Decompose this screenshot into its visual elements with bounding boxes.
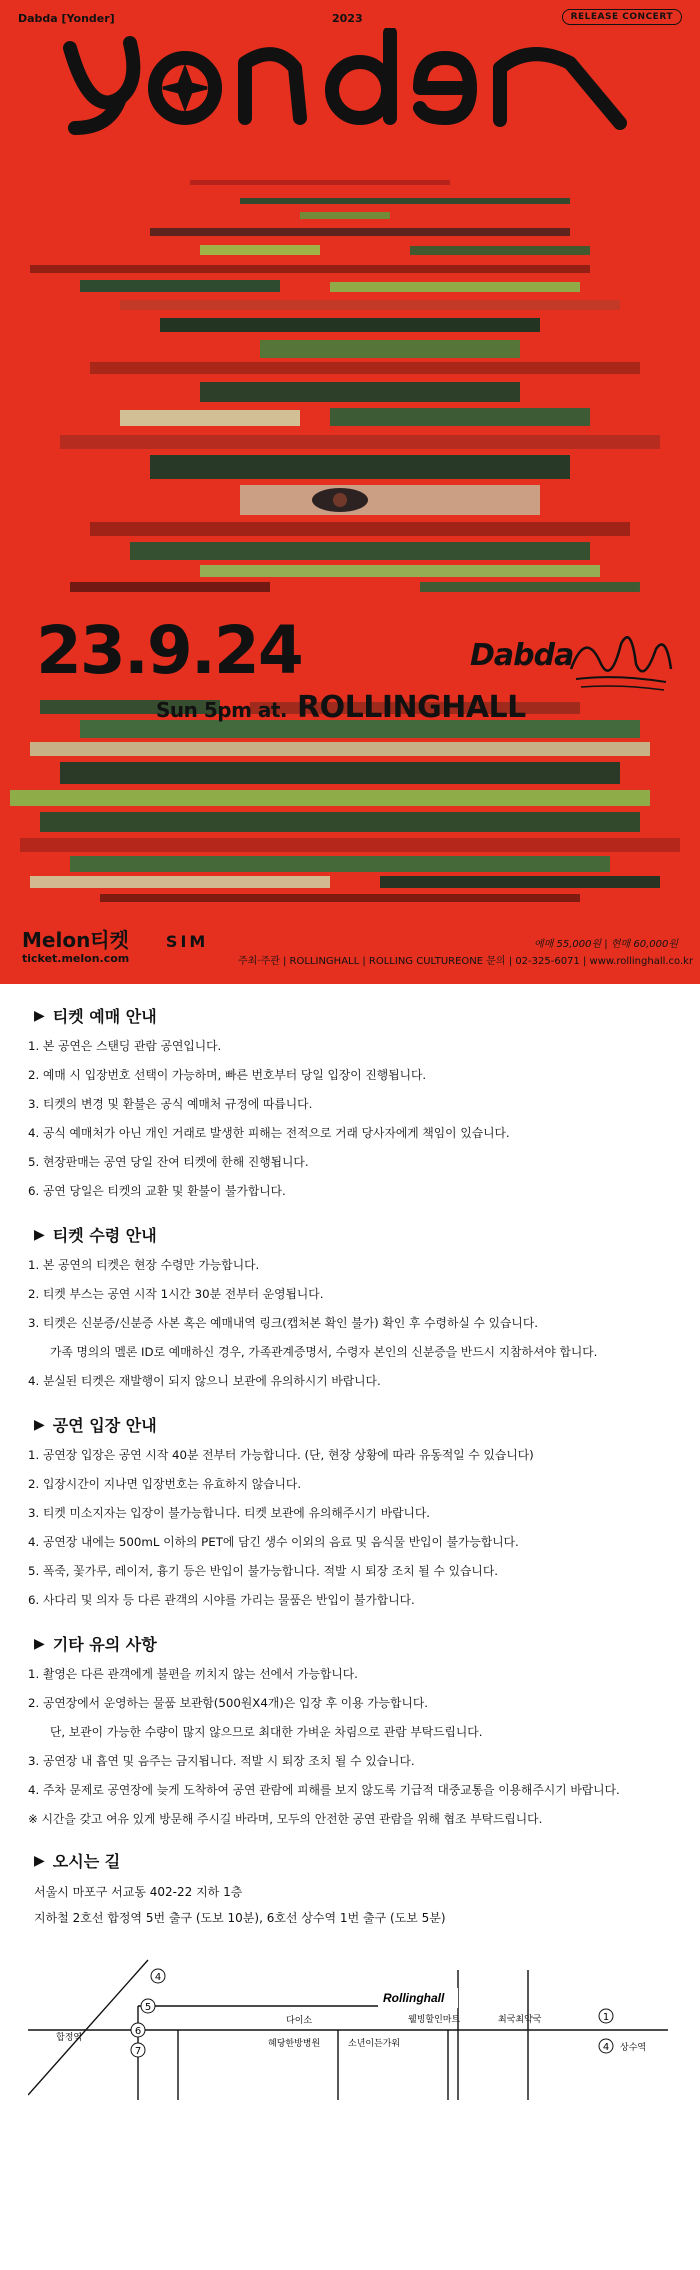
list-item: 3. 티켓의 변경 및 환불은 공식 예매처 규정에 따릅니다. bbox=[28, 1097, 313, 1111]
poster-year: 2023 bbox=[332, 12, 363, 25]
map-venue-label: Rollinghall bbox=[383, 1991, 445, 2005]
section-title-text: 티켓 예매 안내 bbox=[52, 1007, 157, 1026]
list-item: 4. 분실된 티켓은 재발행이 되지 않으니 보관에 유의하시기 바랍니다. bbox=[28, 1374, 381, 1388]
sonyeon-label: 소년이든가워 bbox=[348, 2039, 401, 2049]
yonder-logo bbox=[60, 28, 640, 138]
venue-name: ROLLINGHALL bbox=[297, 690, 526, 725]
artist-signature bbox=[566, 624, 676, 694]
list-item: 3. 티켓 미소지자는 입장이 불가능합니다. 티켓 보관에 유의해주시기 바랍니다. bbox=[28, 1506, 431, 1520]
exit-4-label: 4 bbox=[154, 1972, 162, 1983]
section-title bbox=[34, 1004, 700, 1027]
triangle-icon: ▶ bbox=[34, 1635, 45, 1652]
list-item-text: 3. 티켓은 신분증/신분증 사본 혹은 예매내역 링크(캡처본 확인 불가) 확인 후 수령하실 수 있습니다. bbox=[28, 1316, 538, 1330]
section-title-text: 오시는 길 bbox=[52, 1852, 121, 1871]
sponsors bbox=[22, 924, 208, 953]
general-note: ※ 시간을 갖고 여유 있게 방문해 주시길 바라며, 모두의 안전한 공연 관람을 위해 협조 부탁드립니다. bbox=[28, 1812, 543, 1826]
section-other-notes bbox=[28, 1632, 700, 1827]
section-title bbox=[34, 1413, 700, 1436]
show-time-venue bbox=[156, 690, 526, 725]
section-title-text: 기타 유의 사항 bbox=[52, 1635, 157, 1654]
section-ticket-purchase bbox=[28, 1004, 700, 1201]
sangsu-station-label: 상수역 bbox=[620, 2043, 647, 2053]
section-title bbox=[34, 1849, 700, 1872]
sim-logo: SIM bbox=[165, 932, 209, 951]
list-item: 5. 폭죽, 꽃가루, 레이저, 흉기 등은 반입이 불가능합니다. 적발 시 퇴장 조치 될 수 있습니다. bbox=[28, 1564, 498, 1578]
list-item: 2. 티켓 부스는 공연 시작 1시간 30분 전부터 운영됩니다. bbox=[28, 1287, 324, 1301]
triangle-icon: ▶ bbox=[34, 1416, 45, 1433]
section-ticket-pickup bbox=[28, 1223, 700, 1391]
list-item-text: 2. 공연장에서 운영하는 물품 보관함(500원X4개)은 입장 후 이용 가능합니다. bbox=[28, 1696, 429, 1710]
section-title-text: 공연 입장 안내 bbox=[52, 1416, 157, 1435]
venue-address: 서울시 마포구 서교동 402-22 지하 1층 bbox=[34, 1885, 243, 1899]
concert-poster bbox=[0, 0, 700, 984]
list-item: 1. 공연장 입장은 공연 시작 40분 전부터 가능합니다. (단, 현장 상황에 따라 유동적일 수 있습니다) bbox=[28, 1448, 534, 1462]
list-item: 4. 공식 예매처가 아닌 개인 거래로 발생한 피해는 전적으로 거래 당사자에게 책임이 있습니다. bbox=[28, 1126, 510, 1140]
release-concert-badge: RELEASE CONCERT bbox=[562, 9, 682, 25]
list-item: 3. 공연장 내 흡연 및 음주는 금지됩니다. 적발 시 퇴장 조치 될 수 있습니다. bbox=[28, 1754, 415, 1768]
list-item: 2. 입장시간이 지나면 입장번호는 유효하지 않습니다. bbox=[28, 1477, 302, 1491]
concert-date: 23.9.24 bbox=[36, 612, 302, 689]
list-item: 4. 공연장 내에는 500mL 이하의 PET에 담긴 생수 이외의 음료 및 음식물 반입이 불가능합니다. bbox=[28, 1535, 519, 1549]
location-map bbox=[28, 1950, 688, 2100]
artist-name: Dabda bbox=[470, 638, 574, 673]
list-item: 4. 주차 문제로 공연장에 늦게 도착하여 공연 관람에 피해를 보지 않도록 기급적 대중교통을 이용해주시기 바랍니다. bbox=[28, 1783, 620, 1797]
exit-1-label: 1 bbox=[602, 2012, 610, 2023]
info-section bbox=[0, 984, 700, 1928]
melon-ticket-logo: Melon티켓 bbox=[22, 928, 129, 952]
triangle-icon: ▶ bbox=[34, 1007, 45, 1024]
section-title bbox=[34, 1223, 700, 1246]
poster-title-small: Dabda [Yonder] bbox=[18, 12, 115, 25]
show-time: Sun 5pm at. bbox=[156, 698, 288, 722]
triangle-icon: ▶ bbox=[34, 1226, 45, 1243]
exit-6-label: 6 bbox=[134, 2026, 142, 2037]
welbing-mart-label: 웰빙할인마트 bbox=[408, 2015, 461, 2025]
glitch-artwork bbox=[0, 150, 700, 910]
list-item: 6. 사다리 및 의자 등 다른 관객의 시야를 가리는 물품은 반입이 불가합니다. bbox=[28, 1593, 415, 1607]
list-item bbox=[28, 1694, 700, 1742]
list-item: 2. 예매 시 입장번호 선택이 가능하며, 빠른 번호부터 당일 입장이 진행됩니다. bbox=[28, 1068, 427, 1082]
list-item: 5. 현장판매는 공연 당일 잔여 티켓에 한해 진행됩니다. bbox=[28, 1155, 309, 1169]
list-sub-note: 단, 보관이 가능한 수량이 많지 않으므로 최대한 가벼운 차림으로 관람 부탁드립니다. bbox=[50, 1725, 483, 1739]
organizer-info: 주최·주관 | ROLLINGHALL | ROLLING CULTUREONE 문의 | 02-325-6071 | www.rollinghall.co.kr bbox=[238, 956, 694, 967]
subway-directions: 지하철 2호선 합정역 5번 출구 (도보 10분), 6호선 상수역 1번 출구 (도보 5분) bbox=[34, 1911, 446, 1925]
list-item: 1. 촬영은 다른 관객에게 불편을 끼치지 않는 선에서 가능합니다. bbox=[28, 1667, 358, 1681]
daiso-label: 다이소 bbox=[286, 2016, 313, 2026]
hyedang-hospital-label: 혜당한방병원 bbox=[268, 2039, 321, 2049]
pharmacy-label: 최국최약국 bbox=[498, 2015, 542, 2025]
list-item: 1. 본 공연의 티켓은 현장 수령만 가능합니다. bbox=[28, 1258, 260, 1272]
list-item: 1. 본 공연은 스탠딩 관람 공연입니다. bbox=[28, 1039, 222, 1053]
section-entry bbox=[28, 1413, 700, 1610]
exit-5-label: 5 bbox=[144, 2002, 152, 2013]
list-item: 6. 공연 당일은 티켓의 교환 및 환불이 불가합니다. bbox=[28, 1184, 286, 1198]
triangle-icon: ▶ bbox=[34, 1852, 45, 1869]
exit-4b-label: 4 bbox=[602, 2042, 610, 2053]
section-title bbox=[34, 1632, 700, 1655]
section-title-text: 티켓 수령 안내 bbox=[52, 1226, 157, 1245]
ticket-url[interactable]: ticket.melon.com bbox=[22, 952, 130, 965]
ticket-price: 예매 55,000원 | 현매 60,000원 bbox=[533, 939, 678, 950]
hapjeong-station-label: 합정역 bbox=[56, 2033, 83, 2043]
exit-7-label: 7 bbox=[134, 2046, 142, 2057]
section-directions bbox=[28, 1849, 700, 1928]
list-sub-note: 가족 명의의 멜론 ID로 예매하신 경우, 가족관계증명서, 수령자 본인의 신분증을 반드시 지참하셔야 합니다. bbox=[50, 1345, 598, 1359]
list-item bbox=[28, 1314, 700, 1362]
